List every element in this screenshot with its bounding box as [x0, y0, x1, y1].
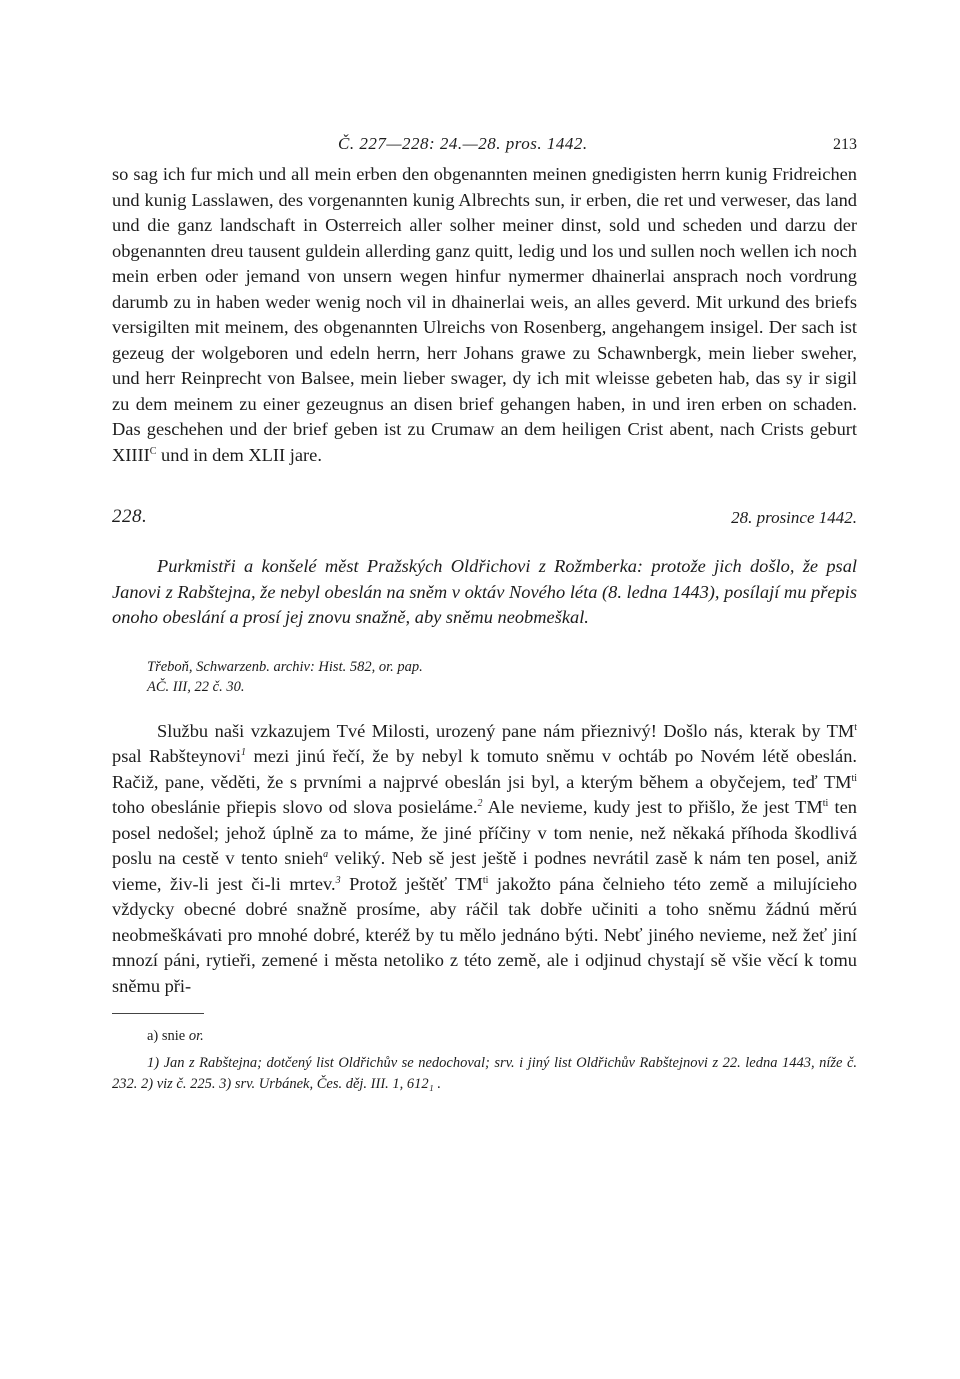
- letter-text-part: veliký. Neb sě jest ještě i podnes nevrátil zasě k nám ten posel, aniž vieme, živ-li jest či-li mrtev.: [112, 848, 857, 894]
- document-page: [112, 128, 857, 1095]
- footnote-ref-1: 1: [241, 746, 247, 758]
- footnote-divider: [112, 1013, 204, 1014]
- letter-text-part: Službu naši vzkazujem Tvé Milosti, urozený pane nám přieznivý! Došlo nás, kterak by TM: [157, 720, 855, 741]
- entry-heading: [112, 506, 857, 536]
- footnote-ref-2: 2: [477, 797, 483, 809]
- doc227-continuation: [112, 162, 857, 468]
- footnotes: [112, 1026, 857, 1095]
- letter-text: [112, 719, 857, 1000]
- running-title: Č. 227—228: 24.—28. pros. 1442.: [338, 134, 588, 153]
- source-archive: Třeboň, Schwarzenb. archiv: Hist. 582, or. pap.: [147, 658, 423, 675]
- letter-text-part: psal Rabšteynovi: [112, 746, 242, 766]
- superscript-t: t: [854, 721, 857, 733]
- letter-text-part: mezi jinú řečí, že by nebyl k tomuto sněmu v ochtáb po Novém létě obeslán. Račiž, pane, věděti, že s prvními a najprvé obeslán jsi byl, a kterým během a obyčejem, teď TM: [112, 746, 857, 792]
- letter-text-part: jakožto pána čelnieho této země a milujícieho vždycky obecné dobré snažně prosíme, aby ráčil tak dobře učiniti a toho sněmu žádnú měrú neobmeškávati pro mnohé dobré, kteréž by tu mělo jednáno býti. Nebť jiného nevieme, než žeť jiní mnozí páni, rytieři, zemené i města netoliko z této země, ale i odjinud chystají sě všie věcí k tomu sněmu při-: [112, 873, 858, 996]
- source-edition: AČ. III, 22 č. 30.: [147, 678, 245, 695]
- letter-text-part: toho obeslánie přiepis slovo od slova posieláme.: [112, 797, 478, 817]
- letter-text-part: ten posel nedošel; jehož úplně za to máme, že jiné příčiny v tom nenie, než někaká příhoda škodlivá poslu na cestě v tento snieh: [112, 797, 857, 868]
- entry-number: 228.: [112, 506, 148, 527]
- superscript-c: C: [149, 445, 157, 457]
- source-citation: [147, 657, 857, 697]
- footnote-ref-3: 3: [335, 874, 341, 886]
- footnote-numbered: 1) Jan z Rabštejna; dotčený list Oldřichův se nedochoval; srv. i jiný list Oldřichův Rabštejnovi z 22. ledna 1443, níže č. 232. 2) viz č. 225. 3) srv. Urbánek, Čes. děj. III. 1, 612₁ .: [112, 1055, 857, 1092]
- letter-text-part: Protož ještěť TM: [340, 873, 483, 894]
- letter-text-part: Ale nevieme, kudy jest to přišlo, že jest TM: [482, 797, 823, 817]
- footnote-ref-a: a: [323, 848, 329, 860]
- superscript-ti: ti: [851, 772, 857, 784]
- footnote-a: [147, 1026, 857, 1047]
- page-header: [112, 128, 857, 162]
- page-number: 213: [833, 136, 857, 153]
- entry-date: 28. prosince 1442.: [731, 508, 857, 527]
- doc227-text: so sag ich fur mich und all mein erben den obgenannten meinen gnedigisten herrn kunig Fridreichen und kunig Lasslawen, des vorgenannten kunig Albrechts sun, ir erben, die ret und verweser, das land und die ganz landschaft in Osterreich aller solher meiner dinst, sold und scheden und darzu der obgenannten dreu tausent guldein allerding ganz quitt, ledig und los und sullen noch wellen ich noch mein erben oder jemand von unsern wegen hinfur nymermer dhainerlai ansprach noch vordrung darumb zu in haben weder wenig noch vil in dhainerlai weis, an alles geverd. Mit urkund des briefs versigilten mit meinem, des obgenannten Ulreichs von Rosenberg, angehangem insigel. Der sach ist gezeug der wolgeboren und edeln herrn, herr Johans grawe zu Schawnbergk, mein lieber sweher, und herr Reinprecht von Balsee, mein lieber swager, dy ich mit wleisse gebeten hab, das sy ir sigil zu dem meinem zu einer gezeugnus an disen brief gehangen haben, in und iren erben on schaden. Das geschehen und der brief geben ist zu Crumaw an dem heiligen Crist abent, nach Crists geburt XIIII: [112, 164, 857, 465]
- entry-regest: Purkmistři a konšelé měst Pražských Oldřichovi z Rožmberka: protože jich došlo, že psal Janovi z Rabštejna, že nebyl obeslán na sněm v oktáv Nového léta (8. ledna 1443), posílají mu přepis onoho obeslání a prosí jej znovu snažně, aby sněmu neobmeškal.: [112, 556, 857, 627]
- doc227-text-end: und in dem XLII jare.: [156, 444, 322, 465]
- superscript-ti: ti: [822, 797, 829, 809]
- footnote-a-source: or.: [188, 1028, 204, 1044]
- footnote-a-text: a) snie: [147, 1028, 189, 1044]
- superscript-ti: ti: [482, 874, 489, 886]
